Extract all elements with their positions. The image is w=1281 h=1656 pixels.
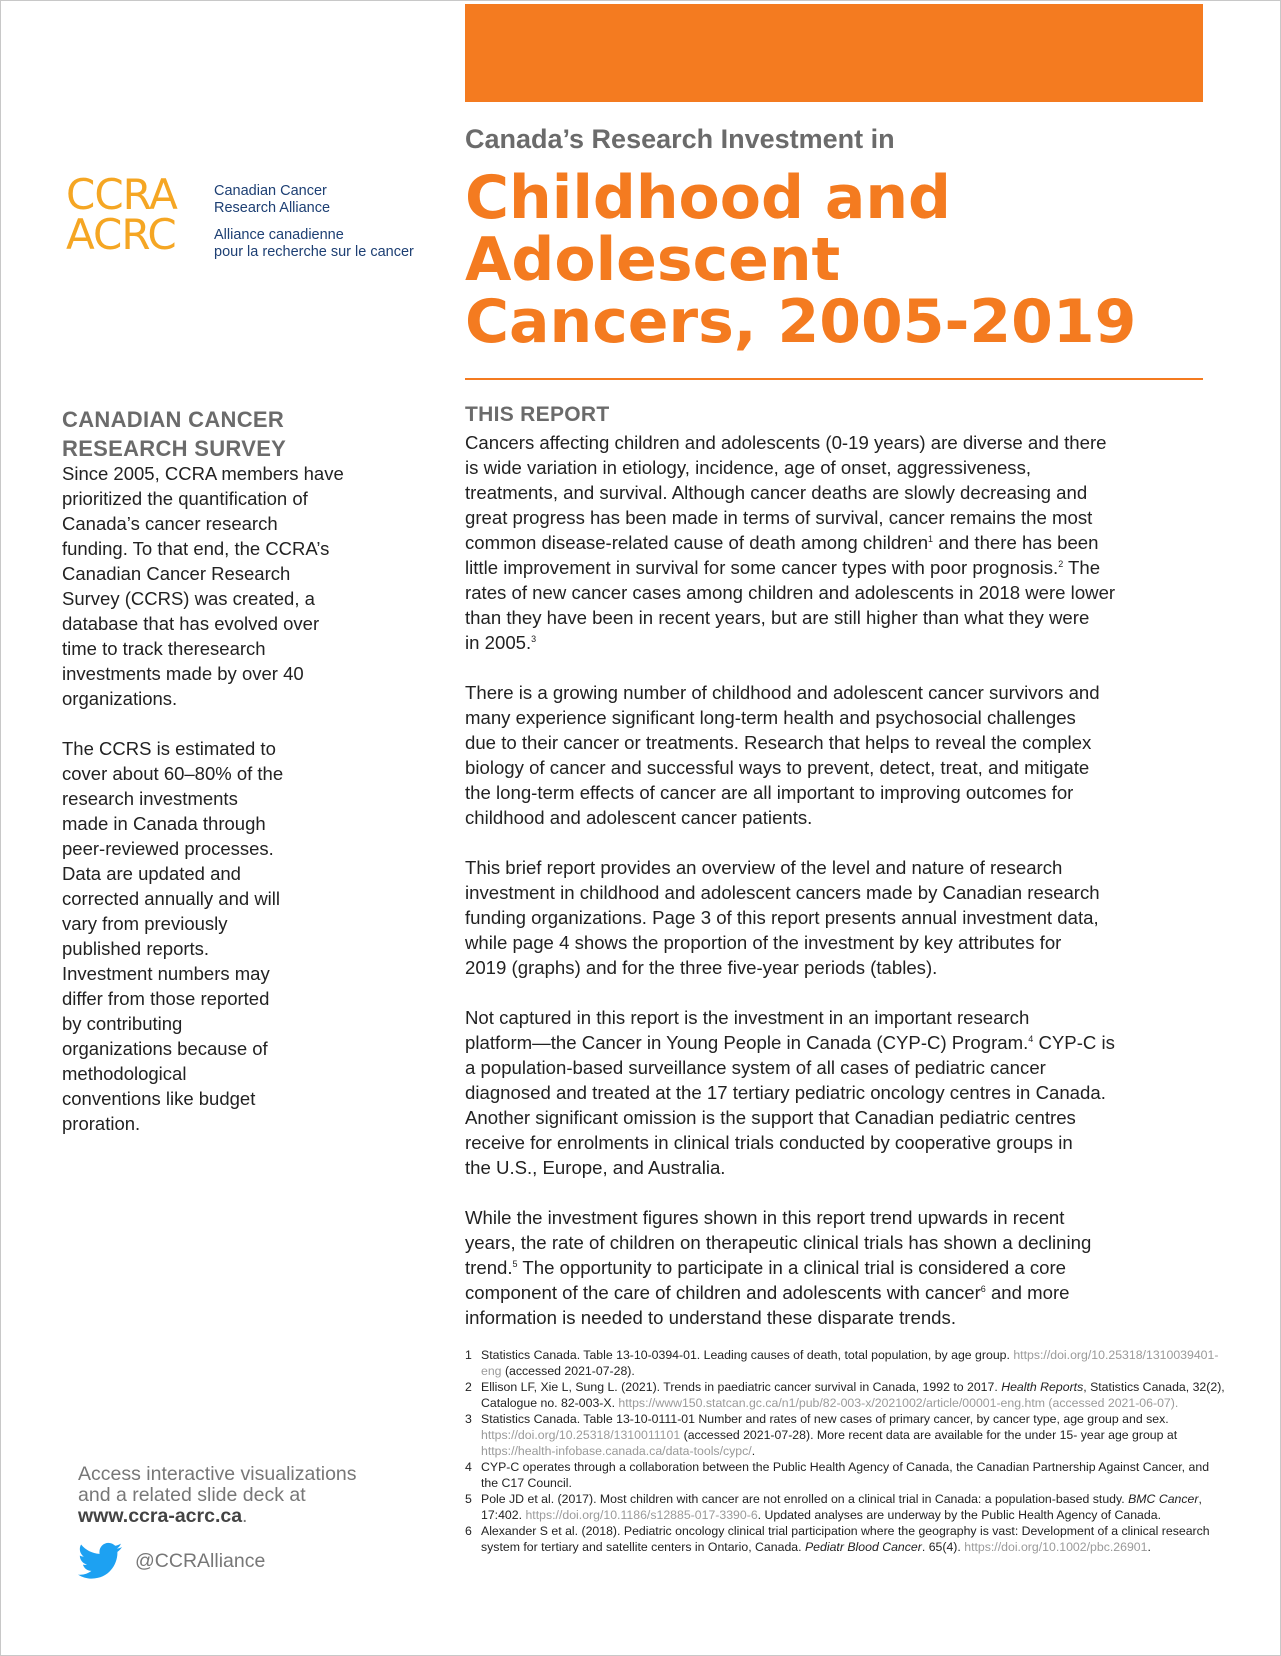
text-line: and there has been bbox=[933, 532, 1099, 553]
text-line: is wide variation in etiology, incidence, age of onset, aggressiveness, bbox=[465, 457, 1032, 478]
footnote-body: , 17:402. bbox=[481, 1492, 1202, 1522]
text-line: many experience significant long-term health and psychosocial challenges bbox=[465, 707, 1076, 728]
text-line: childhood and adolescent cancer patients. bbox=[465, 807, 813, 828]
footnotes bbox=[465, 1347, 1225, 1555]
text-line: investment in childhood and adolescent cancers made by Canadian research bbox=[465, 882, 1100, 903]
title-divider bbox=[465, 378, 1203, 380]
text-line: vary from previously bbox=[62, 913, 228, 934]
text-line: organizations. bbox=[62, 688, 178, 709]
text-line: information is needed to understand these disparate trends. bbox=[465, 1307, 956, 1328]
access-line: and a related slide deck at bbox=[78, 1484, 306, 1506]
footnote-number: 3 bbox=[465, 1412, 472, 1426]
footnote-link[interactable]: https://health-infobase.canada.ca/data-tools/cypc/ bbox=[481, 1444, 752, 1458]
footnote-journal: Pediatr Blood Cancer bbox=[804, 1540, 922, 1554]
text-line: Canadian Cancer Research bbox=[62, 563, 291, 584]
text-line: CYP-C is bbox=[1033, 1032, 1115, 1053]
text-line: than they have been in recent years, but are still higher than what they were bbox=[465, 607, 1090, 628]
text-line: proration. bbox=[62, 1113, 141, 1134]
text-line: years, the rate of children on therapeutic clinical trials has shown a declining bbox=[465, 1232, 1092, 1253]
footnote bbox=[465, 1347, 1225, 1379]
footnote-body: Alexander S et al. (2018). Pediatric oncology clinical trial participation where the geography is vast: Development of a clinical research system for tertiary and satellite centers in Ontario, Canada. bbox=[481, 1524, 1210, 1554]
report-paragraph-5 bbox=[465, 1205, 1205, 1330]
text-line: investments made by over 40 bbox=[62, 663, 304, 684]
text-line: great progress has been made in terms of survival, cancer remains the most bbox=[465, 507, 1093, 528]
text-line: the U.S., Europe, and Australia. bbox=[465, 1157, 726, 1178]
logo-name-en-line: Canadian Cancer bbox=[214, 183, 327, 199]
text-line: This brief report provides an overview of the level and nature of research bbox=[465, 857, 1063, 878]
text-line: The CCRS is estimated to bbox=[62, 738, 276, 759]
website-suffix: . bbox=[242, 1505, 248, 1527]
text-line: conventions like budget bbox=[62, 1088, 256, 1109]
text-line: little improvement in survival for some cancer types with poor prognosis. bbox=[465, 557, 1059, 578]
text-line: Data are updated and bbox=[62, 863, 241, 884]
text-line: corrected annually and will bbox=[62, 888, 281, 909]
footnote-link[interactable]: https://doi.org/10.25318/1310039401-eng bbox=[481, 1348, 1219, 1378]
footnote-text bbox=[481, 1411, 1225, 1459]
footnote bbox=[465, 1491, 1225, 1523]
text-line: Survey (CCRS) was created, a bbox=[62, 588, 315, 609]
footnote-link[interactable]: https://doi.org/10.25318/1310011101 bbox=[481, 1428, 681, 1442]
footnote-body: (accessed 2021-07-28). More recent data are available for the under 15- year age group at bbox=[680, 1428, 1178, 1442]
ccra-wordmark bbox=[66, 170, 201, 261]
text-line: Since 2005, CCRA members have bbox=[62, 463, 344, 484]
text-line: Investment numbers may bbox=[62, 963, 270, 984]
text-line: by contributing bbox=[62, 1013, 183, 1034]
text-line: time to track theresearch bbox=[62, 638, 266, 659]
footnote bbox=[465, 1411, 1225, 1459]
footnote-text: CYP-C operates through a collaboration between the Public Health Agency of Canada, the Canadian Partnership Against Cancer, and the C17 Council. bbox=[481, 1460, 1210, 1490]
text-line: While the investment figures shown in this report trend upwards in recent bbox=[465, 1207, 1065, 1228]
text-line: the long-term effects of cancer are all important to improving outcomes for bbox=[465, 782, 1074, 803]
footnote-body: , Statistics Canada, 32(2), Catalogue no. 82-003-X. bbox=[481, 1380, 1225, 1410]
text-line: receive for enrolments in clinical trials conducted by cooperative groups in bbox=[465, 1132, 1073, 1153]
footnote bbox=[465, 1459, 1225, 1491]
footnote-number: 2 bbox=[465, 1380, 472, 1394]
text-line: trend. bbox=[465, 1257, 513, 1278]
footnote-number: 1 bbox=[465, 1348, 472, 1362]
text-line: biology of cancer and successful ways to prevent, detect, treat, and mitigate bbox=[465, 757, 1090, 778]
footnote-journal: Health Reports bbox=[1001, 1380, 1084, 1394]
sidebar-paragraph bbox=[62, 736, 392, 1136]
access-line bbox=[78, 1506, 438, 1527]
footnote-body: . bbox=[751, 1444, 756, 1458]
sidebar-paragraph bbox=[62, 461, 392, 711]
text-line: methodological bbox=[62, 1063, 187, 1084]
text-line: The opportunity to participate in a clinical trial is considered a core bbox=[517, 1257, 1067, 1278]
footnote-ref: 2 bbox=[1058, 558, 1064, 569]
text-line: in 2005. bbox=[465, 632, 532, 653]
footnote-text bbox=[481, 1491, 1225, 1523]
report-paragraph-1 bbox=[465, 430, 1205, 655]
report-body bbox=[465, 430, 1205, 1355]
text-line: database that has evolved over bbox=[62, 613, 320, 634]
text-line: diagnosed and treated at the 17 tertiary pediatric oncology centres in Canada. bbox=[465, 1082, 1106, 1103]
footnote-body: Pole JD et al. (2017). Most children with cancer are not enrolled on a clinical trial in Canada: a population-based study. bbox=[481, 1492, 1129, 1506]
text-line: funding organizations. Page 3 of this report presents annual investment data, bbox=[465, 907, 1099, 928]
footnote-body: Statistics Canada. Table 13-10-0111-01 Number and rates of new cases of primary cancer, by cancer type, age group and sex. bbox=[481, 1412, 1169, 1426]
text-line: Another significant omission is the support that Canadian pediatric centres bbox=[465, 1107, 1076, 1128]
footnote-link[interactable]: https://doi.org/10.1186/s12885-017-3390-6 bbox=[525, 1508, 758, 1522]
title-line: Adolescent bbox=[465, 225, 841, 295]
report-paragraph-4 bbox=[465, 1005, 1205, 1180]
text-line: organizations because of bbox=[62, 1038, 268, 1059]
footnote-body: . bbox=[1147, 1540, 1151, 1554]
sidebar-heading-line: RESEARCH SURVEY bbox=[62, 436, 287, 461]
text-line: differ from those reported bbox=[62, 988, 270, 1009]
title-line: Cancers, 2005-2019 bbox=[465, 287, 1137, 357]
footnote-journal: BMC Cancer bbox=[1128, 1492, 1199, 1506]
text-line: while page 4 shows the proportion of the investment by key attributes for bbox=[465, 932, 1062, 953]
text-line: due to their cancer or treatments. Research that helps to reveal the complex bbox=[465, 732, 1092, 753]
text-line: Not captured in this report is the investment in an important research bbox=[465, 1007, 1030, 1028]
twitter-handle[interactable]: @CCRAlliance bbox=[135, 1549, 266, 1572]
footnote-body: . 65(4). bbox=[921, 1540, 965, 1554]
footnote-ref: 3 bbox=[531, 633, 537, 644]
text-line: platform—the Cancer in Young People in Canada (CYP-C) Program. bbox=[465, 1032, 1029, 1053]
sidebar-body bbox=[62, 461, 392, 1161]
text-line: component of the care of children and adolescents with cancer bbox=[465, 1282, 981, 1303]
footnote-number: 5 bbox=[465, 1492, 472, 1506]
text-line: published reports. bbox=[62, 938, 210, 959]
logo-name-fr-line: pour la recherche sur le cancer bbox=[214, 244, 414, 260]
text-line: made in Canada through bbox=[62, 813, 266, 834]
header-orange-banner bbox=[465, 4, 1203, 102]
footnote bbox=[465, 1379, 1225, 1411]
pre-title: Canada’s Research Investment in bbox=[465, 124, 895, 154]
footnote-ref: 5 bbox=[512, 1258, 518, 1269]
page-title bbox=[465, 163, 1205, 357]
footnote-body: (accessed 2021-07-28). bbox=[501, 1364, 635, 1378]
footnote-number: 6 bbox=[465, 1524, 472, 1538]
title-line: Childhood and bbox=[465, 163, 951, 233]
report-heading: THIS REPORT bbox=[465, 403, 610, 426]
text-line: 2019 (graphs) and for the three five-year periods (tables). bbox=[465, 957, 938, 978]
logo-name-english bbox=[214, 183, 330, 217]
footnote-ref: 1 bbox=[928, 533, 934, 544]
website-link[interactable]: www.ccra-acrc.ca bbox=[78, 1505, 243, 1527]
logo-name-french bbox=[214, 227, 414, 261]
text-line: prioritized the quantification of bbox=[62, 488, 308, 509]
report-paragraph-3 bbox=[465, 855, 1205, 980]
text-line: common disease-related cause of death among children bbox=[465, 532, 929, 553]
text-line: research investments bbox=[62, 788, 238, 809]
logo-letters-top: CCRA bbox=[66, 170, 177, 219]
footnote-link[interactable]: https://doi.org/10.1002/pbc.26901 bbox=[964, 1540, 1148, 1554]
text-line: a population-based surveillance system of all cases of pediatric cancer bbox=[465, 1057, 1046, 1078]
text-line: treatments, and survival. Although cancer deaths are slowly decreasing and bbox=[465, 482, 1088, 503]
access-info bbox=[78, 1464, 438, 1527]
footnote-text bbox=[481, 1379, 1225, 1411]
ccra-logo bbox=[66, 170, 436, 261]
text-line: and more bbox=[985, 1282, 1070, 1303]
access-line: Access interactive visualizations bbox=[78, 1463, 357, 1485]
footnote-body: Statistics Canada. Table 13-10-0394-01. Leading causes of death, total population, by age group. bbox=[481, 1348, 1010, 1362]
text-line: cover about 60–80% of the bbox=[62, 763, 284, 784]
text-line: peer-reviewed processes. bbox=[62, 838, 274, 859]
logo-name-fr-line: Alliance canadienne bbox=[214, 227, 344, 243]
footnote bbox=[465, 1523, 1225, 1555]
footnote-text bbox=[481, 1523, 1225, 1555]
sidebar-heading bbox=[62, 405, 392, 463]
text-line: There is a growing number of childhood and adolescent cancer survivors and bbox=[465, 682, 1100, 703]
text-line: Canada’s cancer research bbox=[62, 513, 278, 534]
text-line: rates of new cancer cases among children and adolescents in 2018 were lower bbox=[465, 582, 1116, 603]
text-line: The bbox=[1063, 557, 1101, 578]
sidebar-heading-line: CANADIAN CANCER bbox=[62, 407, 285, 432]
report-paragraph-2 bbox=[465, 680, 1205, 830]
twitter-handle-block[interactable] bbox=[78, 1541, 265, 1581]
footnote-text bbox=[481, 1347, 1225, 1379]
twitter-bird-icon bbox=[78, 1542, 122, 1580]
logo-name-en-line: Research Alliance bbox=[214, 200, 331, 216]
footnote-body: . Updated analyses are underway by the Public Health Agency of Canada. bbox=[757, 1508, 1161, 1522]
footnote-number: 4 bbox=[465, 1460, 472, 1474]
footnote-ref: 4 bbox=[1028, 1033, 1034, 1044]
footnote-link[interactable]: https://www150.statcan.gc.ca/n1/pub/82-003-x/2021002/article/00001-eng.htm (accessed 2021-06-07). bbox=[618, 1396, 1179, 1410]
footnote-ref: 6 bbox=[980, 1283, 986, 1294]
text-line: Cancers affecting children and adolescents (0-19 years) are diverse and there bbox=[465, 432, 1107, 453]
text-line: funding. To that end, the CCRA’s bbox=[62, 538, 330, 559]
footnote-body: Ellison LF, Xie L, Sung L. (2021). Trends in paediatric cancer survival in Canada, 1992 to 2017. bbox=[481, 1380, 1002, 1394]
logo-letters-bottom: ACRC bbox=[66, 210, 176, 259]
